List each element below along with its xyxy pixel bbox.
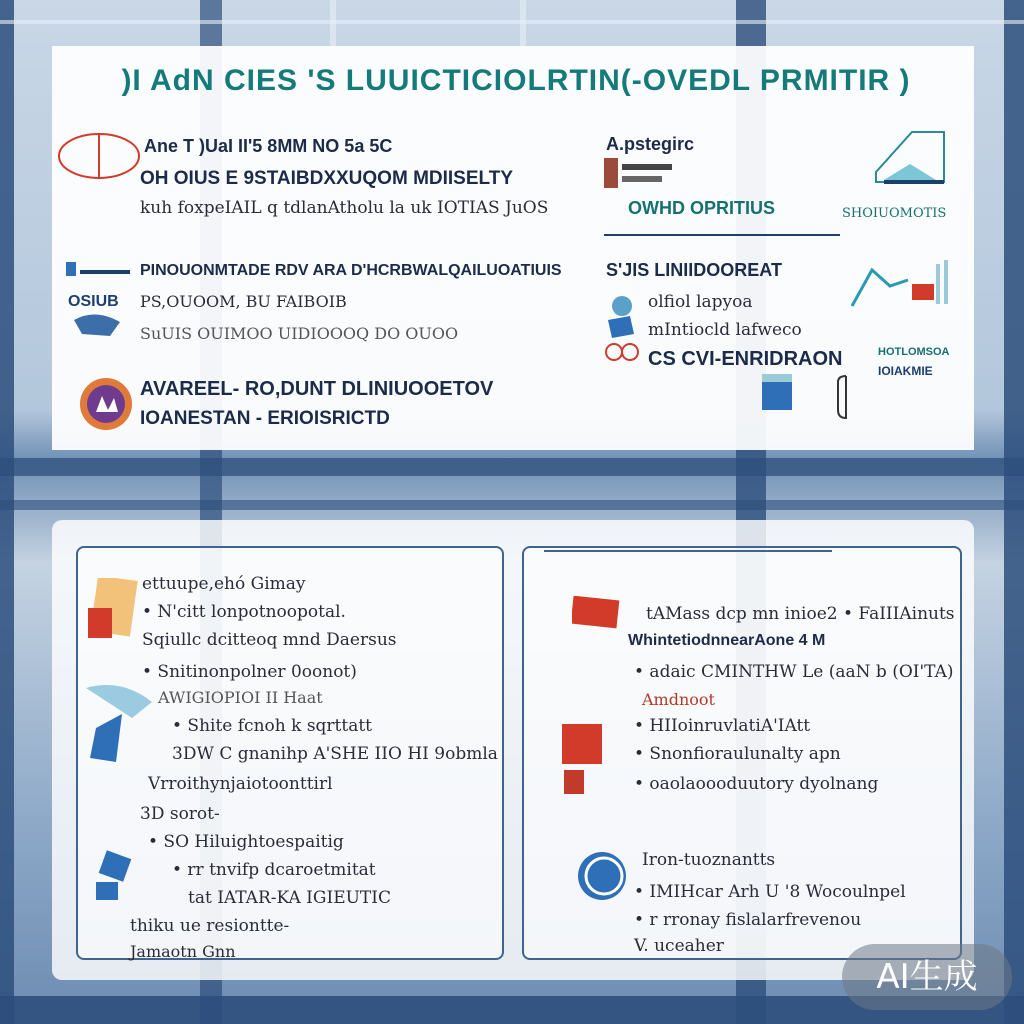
right-card: [522, 546, 962, 960]
left-top-line5: PS,OUOOM, BU FAIBOIB: [140, 292, 347, 311]
document-icon: [84, 578, 144, 653]
bl-item10: • rr tnvifp dcaroetmitat: [172, 860, 376, 880]
circle-icon: [574, 846, 634, 911]
br-item6: • oaolaoooduutory dyolnang: [634, 774, 879, 794]
left-top-line2: OH OIUS E 9STAIBDXXUQOM MDIISELTY: [140, 168, 513, 189]
br-item8: • r rronay fislalarfrevenou: [634, 910, 862, 930]
br-item7: • IMIHcar Arh U '8 Wocoulnpel: [634, 882, 906, 902]
left-top-line1: Ane T )UaI II'5 8MM NO 5a 5C: [144, 136, 393, 156]
right-top-line5: olfiol lapyoa: [648, 292, 753, 312]
right-top-line3: SHOIUOMOTIS: [842, 206, 947, 221]
br-heading1: tAMass dcp mn inioe2 • FaIIIAinuts: [646, 604, 955, 624]
bl-item4: AWIGIOPIOI II Haat: [158, 688, 323, 707]
right-top-line8: HOTLOMSOA: [878, 346, 950, 358]
right-top-line9: IOIAKMIE: [878, 364, 933, 378]
br-item1: WhintetiodnnearAone 4 M: [628, 632, 826, 649]
left-top-line4: PINOUONMTADE RDV ARA D'HCRBWALQAILUOATIUIS: [140, 262, 562, 279]
top-info-panel: [52, 46, 974, 450]
page-title: )I AdN CIES 'S LUUICTICIOLRTIN(-OVEDL PRMITIR ): [121, 64, 911, 97]
bl-item1: • N'citt lonpotnoopotal.: [142, 602, 346, 622]
card-icon: [92, 848, 146, 913]
bl-item5: • Shite fcnoh k sqrttatt: [172, 716, 373, 736]
right-top-line1: A.pstegirc: [606, 134, 695, 154]
right-card-rule: [544, 550, 832, 552]
badge-icon: [60, 258, 130, 343]
bottom-info-panel: [52, 520, 974, 980]
right-top-line7: CS CVI-ENRIDRAON: [648, 348, 843, 370]
bl-item9: • SO Hiluightoespaitig: [148, 832, 344, 852]
house-outline-icon: [870, 124, 950, 209]
bl-item13: Jamaotn Gnn: [130, 942, 236, 961]
bl-item8: 3D sorot-: [140, 804, 220, 824]
bl-item11: tat IATAR-KA IGIEUTIC: [188, 888, 391, 908]
left-card: [76, 546, 504, 960]
left-top-line6: SuUIS OUIMOO UIDIOOOQ DO OUOO: [140, 324, 459, 343]
br-item2: • adaic CMINTHW Le (aaN b (OI'TA): [634, 662, 954, 682]
left-top-line3: kuh foxpeIAIL q tdlanAtholu la uk IOTIAS JuOS: [140, 198, 549, 218]
mountain-icon: [82, 678, 162, 773]
bl-item7: Vrroithynjaiotoonttirl: [148, 774, 333, 794]
br-item5: • Snonfioraulunalty apn: [634, 744, 841, 764]
br-heading2: Iron-tuoznantts: [642, 850, 776, 870]
circle-outline-icon: [56, 130, 142, 187]
br-item4: • HIIoinruvlatiA'IAtt: [634, 716, 811, 736]
bl-item2: Sqiullc dcitteoq mnd Daersus: [142, 630, 397, 650]
flag-icon: [834, 374, 858, 427]
right-top-line6: mIntiocld lafweco: [648, 320, 802, 340]
br-item3: Amdnoot: [642, 690, 715, 709]
tape-icon: [758, 368, 798, 419]
bl-heading1: ettuupe,ehó Gimay: [142, 574, 306, 594]
pie-icon: [832, 256, 952, 321]
right-divider: [604, 234, 840, 236]
bl-item12: thiku ue resiontte-: [130, 916, 290, 936]
ai-generated-badge: AI生成: [842, 944, 1012, 1010]
left-top-line7: AVAREEL- RO,DUNT DLINIUOOETOV: [140, 378, 494, 400]
cart-icon: [600, 286, 644, 371]
bl-item3: • Snitinonpolner 0oonot): [142, 662, 357, 682]
flag-icon: [558, 710, 608, 805]
right-top-line4: S'JIS LINIIDOOREAT: [606, 260, 782, 280]
svg-text:OSIUB: OSIUB: [68, 293, 119, 310]
bl-item6: 3DW C gnanihp A'SHE IIO HI 9obmla: [172, 744, 498, 764]
left-top-line8: IOANESTAN - ERIOISRICTD: [140, 408, 390, 429]
right-top-line2: OWHD OPRITIUS: [628, 198, 775, 218]
br-item9: V. uceaher: [634, 936, 724, 956]
tape-icon: [572, 596, 622, 637]
shield-icon: [78, 376, 134, 437]
